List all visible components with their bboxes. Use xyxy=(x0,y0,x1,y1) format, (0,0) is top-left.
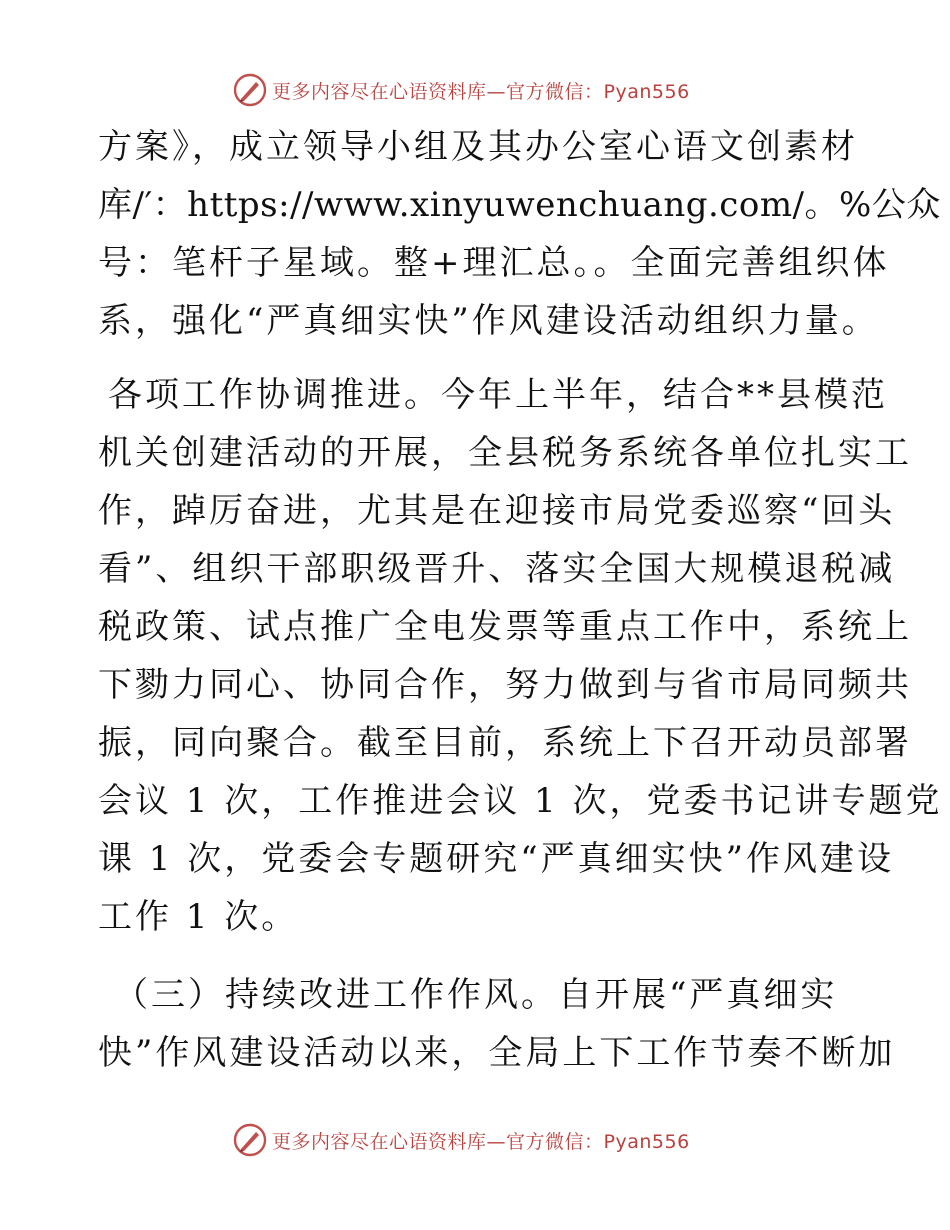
text-line: 振，同向聚合。截至目前，系统上下召开动员部署 xyxy=(98,723,912,763)
text-line: 看”、组织干部职级晋升、落实全国大规模退税减 xyxy=(98,549,896,589)
watermark-dash: — xyxy=(486,1130,507,1153)
text-line: 系，强化“严真细实快”作风建设活动组织力量。 xyxy=(98,301,879,341)
paragraph-2 xyxy=(98,366,943,946)
watermark-bottom xyxy=(232,1120,690,1160)
text-line: 课 1 次，党委会专题研究“严真细实快”作风建设 xyxy=(98,839,895,879)
text-line: 各项工作协调推进。今年上半年，结合**县模范 xyxy=(108,375,888,415)
text-line: 工作 1 次。 xyxy=(98,897,299,937)
watermark-brand-text: 更多内容尽在心语资料库 xyxy=(272,1130,487,1153)
paragraph-1 xyxy=(98,118,941,350)
text-line: 会议 1 次，工作推进会议 1 次，党委书记讲专题党 xyxy=(98,781,943,821)
text-line: 快”作风建设活动以来，全局上下工作节奏不断加 xyxy=(98,1033,896,1073)
watermark-wechat-text: 官方微信：Pyan556 xyxy=(506,80,690,103)
pen-logo-icon xyxy=(232,72,268,108)
text-line: 号：笔杆子星域。整+理汇总。。全面完善组织体 xyxy=(98,243,890,283)
section-heading-line: （三）持续改进工作作风。自开展“严真细实 xyxy=(114,975,838,1015)
watermark-top xyxy=(232,70,690,110)
text-line-url: 库/′：https://www.xinyuwenchuang.com/。%公众 xyxy=(98,185,941,225)
paragraph-3 xyxy=(98,966,896,1082)
watermark-dash: — xyxy=(486,80,507,103)
watermark-brand-text: 更多内容尽在心语资料库 xyxy=(272,80,487,103)
document-body xyxy=(98,118,943,1082)
watermark-wechat-text: 官方微信：Pyan556 xyxy=(506,1130,690,1153)
pen-logo-icon xyxy=(232,1122,268,1158)
text-line: 作，踔厉奋进，尤其是在迎接市局党委巡察“回头 xyxy=(98,491,896,531)
text-line: 税政策、试点推广全电发票等重点工作中，系统上 xyxy=(98,607,912,647)
text-line: 下勠力同心、协同合作，努力做到与省市局同频共 xyxy=(98,665,912,705)
text-line: 方案》，成立领导小组及其办公室心语文创素材 xyxy=(98,127,858,167)
text-line: 机关创建活动的开展，全县税务系统各单位扎实工 xyxy=(98,433,912,473)
